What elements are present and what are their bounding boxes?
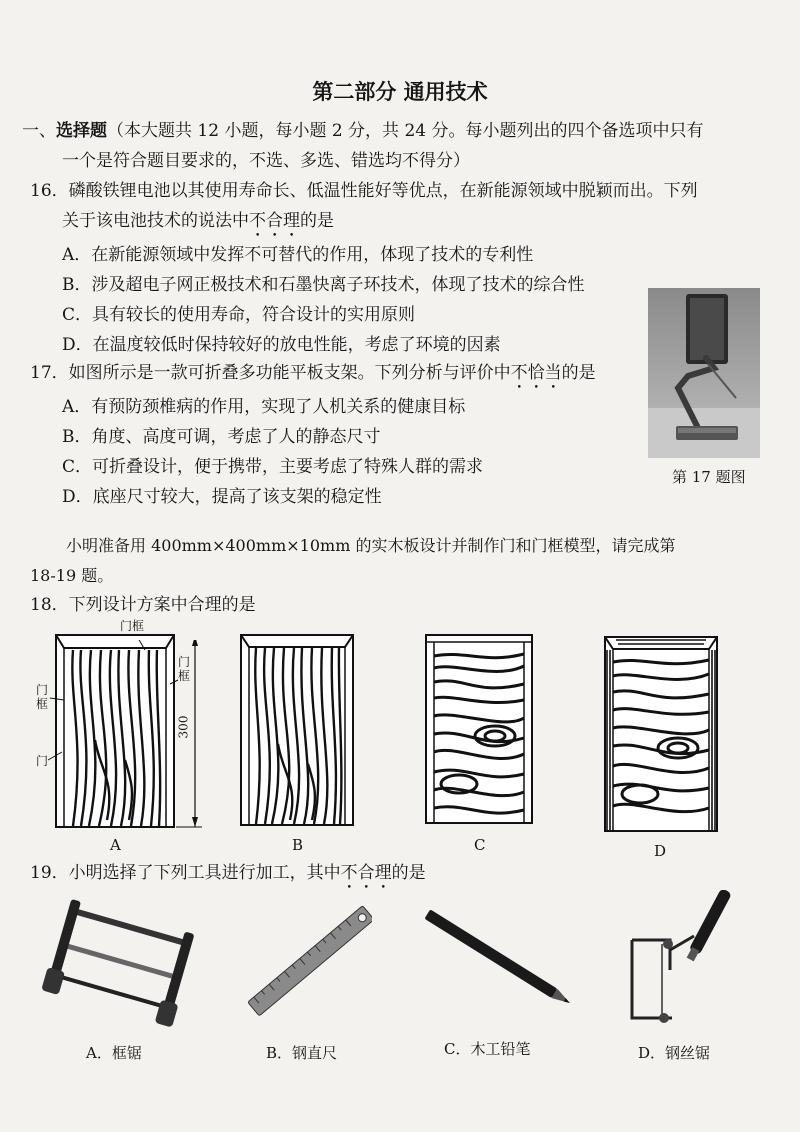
option-label-c: C: [474, 836, 486, 854]
q16-stem-line1: 16．磷酸铁锂电池以其使用寿命长、低温性能好等优点，在新能源领域中脱颖而出。下列: [30, 181, 698, 201]
option-label-d: D: [654, 842, 667, 860]
tablet-stand-photo: [648, 288, 760, 458]
intro-line1: 小明准备用 400mm×400mm×10mm 的实木板设计并制作门和门框模型，请完成第: [66, 536, 676, 555]
design-d-figure: [604, 636, 718, 832]
q18-stem: 18．下列设计方案中合理的是: [30, 595, 256, 615]
q16-option-c: C．具有较长的使用寿命，符合设计的实用原则: [62, 305, 416, 325]
dimension-300: 300: [176, 715, 191, 739]
q19-stem: 19．小明选择了下列工具进行加工，其中不合理的是: [30, 863, 426, 883]
option-label-b: B: [292, 836, 304, 854]
q17-option-b: B．角度、高度可调，考虑了人的静态尺寸: [62, 427, 381, 447]
coping-saw-icon: [612, 890, 752, 1030]
label-frame-right: 门 框: [178, 655, 191, 683]
q16-stem-line2: 关于该电池技术的说法中不合理的是: [62, 211, 334, 231]
steel-ruler-icon: [244, 898, 372, 1026]
tool-d-label: D．钢丝锯: [638, 1044, 711, 1062]
label-frame-left: 门 框: [36, 683, 49, 711]
q16-option-d: D．在温度较低时保持较好的放电性能，考虑了环境的因素: [62, 335, 501, 355]
section-heading: 一、选择题（本大题共 12 小题，每小题 2 分，共 24 分。每小题列出的四个备选项中只有: [22, 121, 704, 141]
design-c-figure: [425, 634, 533, 824]
q17-stem: 17．如图所示是一款可折叠多功能平板支架。下列分析与评价中不恰当的是: [30, 363, 596, 383]
intro-line2: 18-19 题。: [30, 566, 114, 585]
q16-option-b: B．涉及超电子网正极技术和石墨快离子环技术，体现了技术的综合性: [62, 275, 585, 295]
frame-saw-icon: [42, 895, 200, 1030]
tool-a-label: A．框锯: [86, 1044, 142, 1062]
carpenter-pencil-icon: [420, 905, 580, 1015]
section-instruction: 一个是符合题目要求的，不选、多选、错选均不得分）: [62, 151, 470, 171]
tool-b-label: B．钢直尺: [266, 1044, 338, 1062]
page-title: 第二部分 通用技术: [312, 79, 488, 104]
annotation-lines: [30, 640, 210, 840]
q17-figure-caption: 第 17 题图: [672, 468, 746, 486]
label-frame-top: 门框: [120, 619, 145, 633]
tool-c-label: C．木工铅笔: [444, 1040, 531, 1058]
q17-option-a: A．有预防颈椎病的作用，实现了人机关系的健康目标: [62, 397, 466, 417]
design-b-figure: [240, 634, 354, 826]
q16-option-a: A．在新能源领域中发挥不可替代的作用，体现了技术的专利性: [62, 245, 534, 265]
option-label-a: A: [110, 836, 121, 854]
tablet: [686, 294, 728, 364]
label-door: 门: [36, 754, 49, 768]
q17-option-c: C．可折叠设计，便于携带，主要考虑了特殊人群的需求: [62, 457, 484, 477]
q17-option-d: D．底座尺寸较大，提高了该支架的稳定性: [62, 487, 382, 507]
